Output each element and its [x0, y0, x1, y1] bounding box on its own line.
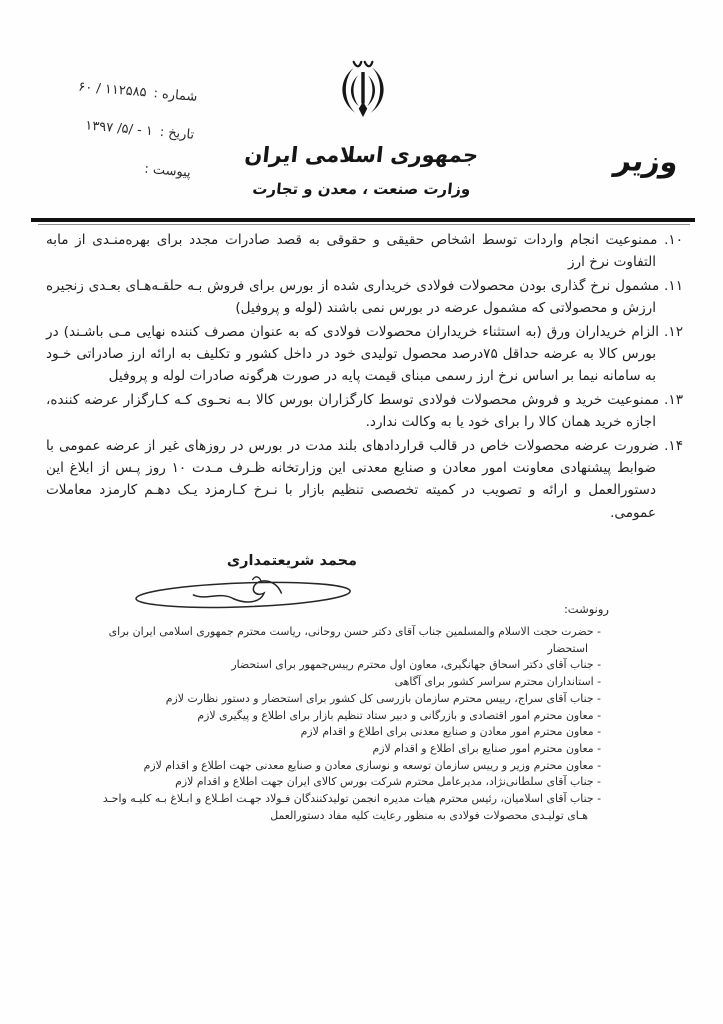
- cc-item: - جناب آقای سراج، رییس محترم سازمان بازرسی کل کشور برای استحضار و دستور نظارت لازم: [165, 691, 601, 705]
- republic-title: جمهوری اسلامی ایران: [243, 143, 480, 167]
- directive-item-14: ۱۴. ضرورت عرضه محصولات خاص در قالب قراردادهای بلند مدت در بورس در روزهای غیر از عرضه عمومی با ضوابط پیشنهادی معاونت امور معادن و صنایع معدنی این وزارتخانه ظـرف مـدت ۱۰ روز پـس از ابلاغ این دستورالعمل و ارائه و تصویب در کمیته تخصصی تنظیم بازار با نـرخ کـارمزد یـک دهـم کارمزد معاملات عمومی.: [46, 437, 683, 521]
- cc-item: - جناب آقای اسلامیان، رئیس محترم هیات مدیره انجمن تولیدکنندگان فـولاد جهـت اطـلاع و ابـلاغ بـه کلیـه واحـد هـای تولیـدی محصولات فولادی به منظور رعایت کلیه مفاد دستورالعمل: [102, 792, 601, 822]
- cc-item: - استانداران محترم سراسر کشور برای آگاهی: [394, 675, 601, 689]
- cc-item: - جناب آقای دکتر اسحاق جهانگیری، معاون اول محترم رییس‌جمهور برای استحضار: [231, 658, 601, 672]
- directive-item-13: ۱۳. ممنوعیت خرید و فروش محصولات فولادی توسط کارگزاران بورس کالا بـه نحـوی کـه کـارگزار عرضه کننده، اجازه خرید همان کالا را برای خود یا به وکالت ندارد.: [46, 391, 683, 431]
- directive-item-12: ۱۲. الزام خریداران ورق (به استثناء خریداران محصولات فولادی که به عنوان مصرف کننده نهایی مـی باشـند) در بورس کالا به عرضه حداقل ۷۵درصد محصول تولیدی خود در داخل کشور و تکلیف به ارائه ارز صادراتی خـود به سامانه نیما بر اساس نرخ ارز رسمی مبنای قیمت پایه در صورت هرگونه صادرات لوله و پروفیل: [46, 323, 683, 385]
- directive-items-list: [46, 229, 683, 525]
- date-label: تاریخ :: [159, 124, 195, 143]
- header-divider: [31, 218, 695, 222]
- letter-number-row: [25, 75, 198, 105]
- letter-date-row: [22, 113, 195, 143]
- cc-item: - معاون محترم وزیر و رییس سازمان توسعه و نوسازی معادن و صنایع معدنی جهت اطلاع و اقدام لازم: [143, 758, 601, 772]
- cc-item: - معاون محترم امور صنایع برای اطلاع و اقدام لازم: [372, 741, 601, 755]
- cc-item: - معاون محترم امور اقتصادی و بازرگانی و دبیر ستاد تنظیم بازار برای اطلاع و پیگیری لازم: [197, 708, 601, 722]
- number-value: ۶۰ / ۱۱۲۵۸۵: [77, 79, 148, 101]
- cc-item: - جناب آقای سلطانی‌نژاد، مدیرعامل محترم شرکت بورس کالای ایران جهت اطلاع و اقدام لازم: [175, 775, 601, 789]
- number-label: شماره :: [152, 86, 198, 105]
- signature-name: محمد شریعتمداری: [226, 553, 357, 569]
- date-value: ۱۳۹۷ /۵/ - ۱: [84, 118, 154, 140]
- cc-heading: رونوشت:: [563, 602, 609, 616]
- directive-item-10: ۱۰. ممنوعیت انجام واردات توسط اشخاص حقیقی و حقوقی به قصد صادرات مجدد برای بهره‌منـدی از مابه التفاوت نرخ ارز: [46, 232, 683, 271]
- directive-item-11: ۱۱. مشمول نرخ گذاری بودن محصولات فولادی خریداری شده از بورس برای فروش بـه حلقـه‌هـای بعـدی زنجیره ارزش و محصولاتی که مشمول عرضه در بورس نمی باشند (لوله و پروفیل): [46, 277, 683, 317]
- minister-title: وزیر: [612, 142, 682, 180]
- ministry-title: وزارت صنعت ، معدن و تجارت: [251, 180, 472, 198]
- cc-list: [92, 624, 601, 824]
- attachment-label: پیوست :: [143, 161, 192, 181]
- header-divider-echo: [38, 224, 690, 225]
- iran-emblem-icon: [329, 54, 397, 136]
- signature-scribble-icon: [126, 571, 364, 615]
- cc-item: - معاون محترم امور معادن و صنایع معدنی برای اطلاع و اقدام لازم: [300, 725, 601, 739]
- cc-item: - حضرت حجت الاسلام والمسلمین جناب آقای دکتر حسن روحانی، ریاست محترم جمهوری اسلامی ایران برای استحضار: [108, 625, 601, 655]
